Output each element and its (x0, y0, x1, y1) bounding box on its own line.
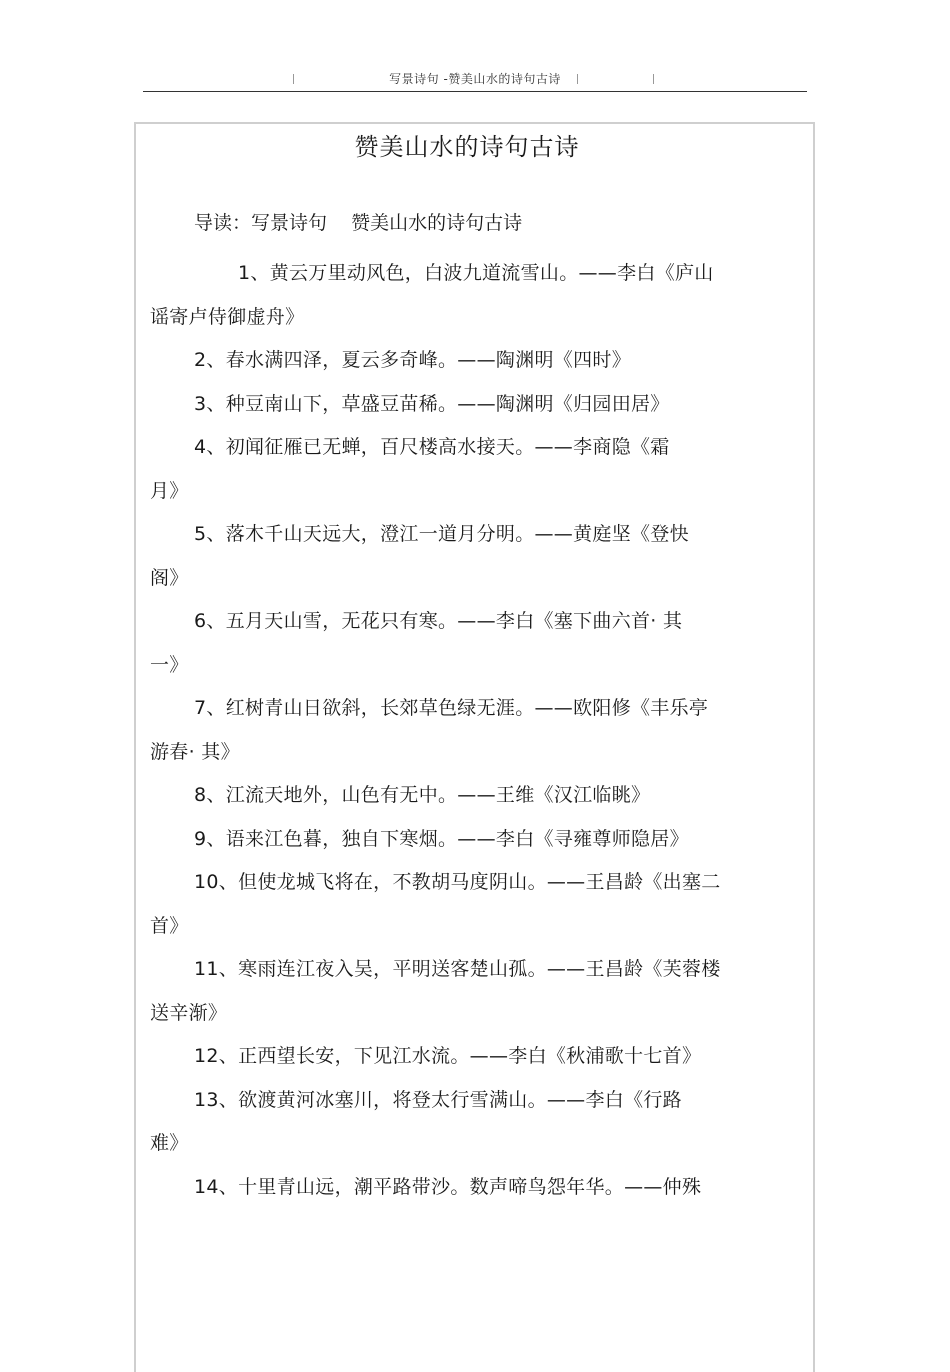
poem-line-1: 1、黄云万里动风色，白波九道流雪山。——李白《庐山 (238, 262, 714, 284)
poem-line-7: 7、红树青山日欲斜，长郊草色绿无涯。——欧阳修《丰乐亭 (194, 697, 709, 719)
poem-line-9: 9、语来江色暮，独自下寒烟。——李白《寻雍尊师隐居》 (194, 827, 689, 850)
header-tick-right (653, 74, 654, 84)
document-title: 赞美山水的诗句古诗 (354, 133, 580, 161)
poem-line-11-cont: 送辛渐》 (150, 1001, 228, 1024)
poem-line-1-cont: 谣寄卢侍御虚舟》 (150, 305, 305, 328)
header-rule (143, 91, 807, 92)
intro-text: 导读：写景诗句 赞美山水的诗句古诗 (194, 212, 523, 234)
poem-line-13-cont: 难》 (150, 1132, 189, 1154)
poem-line-13: 13、欲渡黄河冰塞川，将登太行雪满山。——李白《行路 (194, 1088, 682, 1111)
poem-line-14: 14、十里青山远，潮平路带沙。数声啼鸟怨年华。——仲殊 (194, 1175, 702, 1198)
poem-list (150, 252, 765, 1209)
poem-line-12: 12、正西望长安，下见江水流。——李白《秋浦歌十七首》 (194, 1045, 702, 1067)
poem-line-10-cont: 首》 (150, 914, 189, 937)
poem-line-6: 6、五月天山雪，无花只有寒。——李白《塞下曲六首· 其 (194, 610, 683, 632)
poem-line-4: 4、初闻征雁已无蝉，百尺楼高水接天。——李商隐《霜 (194, 436, 670, 458)
running-header (143, 62, 807, 92)
poem-line-2: 2、春水满四泽，夏云多奇峰。——陶渊明《四时》 (194, 349, 631, 371)
poem-line-4-cont: 月》 (150, 479, 189, 502)
running-title: 写景诗句 -赞美山水的诗句古诗 (389, 72, 561, 86)
poem-line-5: 5、落木千山天远大，澄江一道月分明。——黄庭坚《登快 (194, 523, 689, 545)
poem-line-3: 3、种豆南山下，草盛豆苗稀。——陶渊明《归园田居》 (194, 392, 670, 415)
poem-line-10: 10、但使龙城飞将在，不教胡马度阴山。——王昌龄《出塞二 (194, 871, 721, 893)
poem-line-5-cont: 阁》 (150, 566, 189, 589)
poem-line-11: 11、寒雨连江夜入吴，平明送客楚山孤。——王昌龄《芙蓉楼 (194, 958, 721, 980)
poem-line-7-cont: 游春· 其》 (150, 740, 240, 763)
poem-line-6-cont: 一》 (150, 653, 189, 676)
poem-line-8: 8、江流天地外，山色有无中。——王维《汉江临眺》 (194, 784, 651, 806)
header-tick-mid (577, 74, 578, 84)
